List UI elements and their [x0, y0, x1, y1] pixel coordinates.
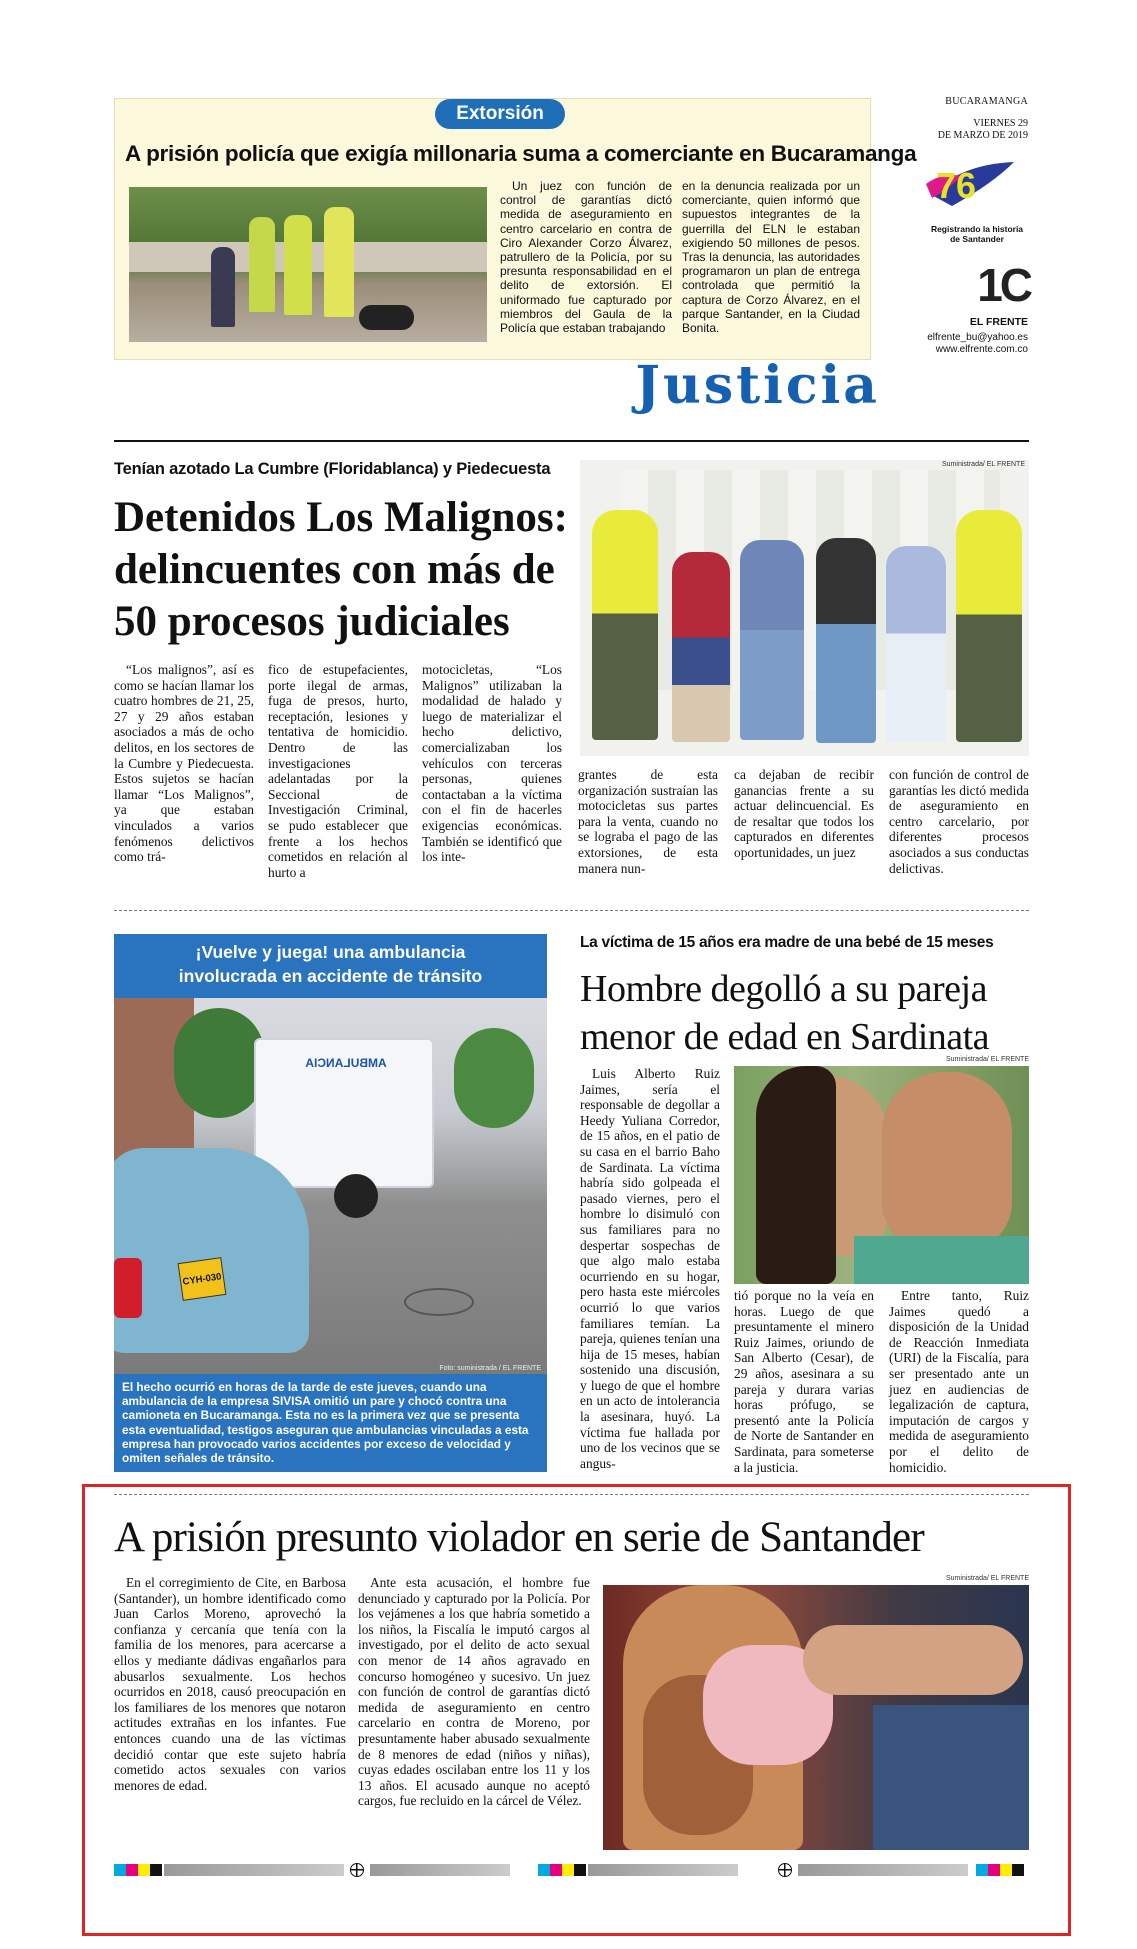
gray-ramp	[588, 1864, 738, 1876]
officer-figure	[324, 207, 354, 317]
story1-headline-line3: 50 procesos judiciales	[114, 598, 510, 645]
section-title: Justicia	[635, 355, 880, 416]
paper-name: EL FRENTE	[969, 316, 1028, 328]
swatch-cyan	[538, 1864, 550, 1876]
ambulance-label: AMBULANCIA	[305, 1056, 387, 1070]
story3-col2: tió porque no la veía en horas. Luego de que presuntamente el minero Ruiz Jaimes, oriundo de San Alberto (Cesar), de 29 años, asesinara a su pareja y durara varias horas prófugo, se presentó ante la Policía de Norte de Santander en Sardinata, para someterse a la justicia.	[734, 1288, 874, 1475]
registration-mark	[778, 1863, 792, 1877]
officer-figure	[249, 217, 275, 312]
story2-headline-line2: involucrada en accidente de tránsito	[178, 966, 483, 986]
registration-mark	[350, 1863, 364, 1877]
detainee-figure	[672, 552, 730, 742]
ambulance-shape	[254, 1038, 434, 1188]
story3-photo	[734, 1066, 1029, 1284]
anniv-tagline1: Registrando la historia	[930, 224, 1024, 234]
top-story-box	[114, 98, 917, 360]
divider	[114, 910, 1029, 911]
swatch-black	[150, 1864, 162, 1876]
story3-col3: Entre tanto, Ruiz Jaimes quedó a disposición de la Unidad de Reacción Inmediata (URI) de la Fiscalía, para ser presentado ante un juez en audiencias de legalización de captura, imputación de cargos y medida de aseguramiento por el delito de homicidio.	[889, 1288, 1029, 1475]
adult-jeans	[873, 1705, 1029, 1850]
person-figure	[211, 247, 235, 327]
city-label: BUCARAMANGA	[945, 96, 1028, 107]
story2-caption: El hecho ocurrió en horas de la tarde de este jueves, cuando una ambulancia de la empresa SIVISA omitió un pare y chocó contra una camioneta en Bucaramanga. Esta no es la primera vez que se presenta esta eventualidad, testigos aseguran que ambulancias vinculadas a esta empresa han provocado varios accidentes por exceso de velocidad y omiten señales de tránsito.	[122, 1380, 529, 1466]
swatch-yellow	[138, 1864, 150, 1876]
officer-figure	[592, 510, 658, 740]
officer-figure	[284, 215, 312, 315]
story1-col2: fico de estupefacientes, porte ilegal de armas, fuga de presos, hurto, receptación, lesiones y tentativa de homicidio. Dentro de las investigaciones adelantadas por la Seccional de Investigación Criminal, se pudo establecer que frente a los hechos cometidos en relación al hurto a	[268, 662, 408, 880]
swatch-cyan	[976, 1864, 988, 1876]
tree-shape	[454, 1028, 534, 1128]
tail-light	[114, 1258, 142, 1318]
detainee-figure	[816, 538, 876, 743]
story1-col5: ca dejaban de recibir ganancias frente a su actuar delincuencial. Es de resaltar que todos los capturados en diferentes oportunidades, un juez	[734, 767, 874, 860]
swatch-yellow	[562, 1864, 574, 1876]
story1-headline-line2: delincuentes con más de	[114, 546, 555, 593]
top-story-col1: Un juez con función de control de garantías dictó medida de aseguramiento en centro carcelario en contra de Ciro Alexander Corzo Álvarez, patrullero de la Policía, por su presunta responsabilidad en el delito de extorsión. El uniformado fue capturado por miembros del Gaula de la Policía que estaban trabajando	[500, 179, 672, 336]
masthead	[900, 96, 1030, 366]
el-frente-logo: 1C	[977, 259, 1030, 311]
story2-headline-line1: ¡Vuelve y juega! una ambulancia	[195, 942, 466, 962]
detainee-figure	[740, 540, 804, 740]
top-story-headline: A prisión policía que exigía millonaria suma a comerciante en Bucaramanga	[125, 141, 917, 166]
section-rule	[114, 440, 1029, 442]
story4-col2: Ante esta acusación, el hombre fue denunciado y capturado por la Policía. Por los vejámenes a los que habría sometido a los niños, la Fiscalía le imputó cargos al investigado, por el delito de acto sexual con menor de 14 años agravado en concurso homogéneo y sucesivo. Un juez con función de control de garantías dictó medida de aseguramiento en centro carcelario en contra de Moreno, por presuntamente haber abusado sexualmente de 8 menores de edad (niños y niñas), cuyas edades oscilaban entre los 11 y los 13 años. El acusado aunque no aceptó cargos, fue recluido en la cárcel de Vélez.	[358, 1575, 590, 1809]
story3-headline-line2: menor de edad en Sardinata	[580, 1016, 990, 1058]
top-story-photo	[129, 187, 487, 342]
story2-photo	[114, 998, 547, 1374]
gray-ramp	[164, 1864, 344, 1876]
swatch-magenta	[126, 1864, 138, 1876]
tree-shape	[174, 1008, 264, 1118]
woman-hair	[756, 1066, 836, 1284]
swatch-yellow	[1000, 1864, 1012, 1876]
contact-email: elfrente_bu@yahoo.es	[927, 332, 1028, 343]
story3-col1: Luis Alberto Ruiz Jaimes, sería el responsable de degollar a Heedy Yuliana Corredor, de 15 años, en el patio de su casa en el barrio Baho de Sardinata. La víctima habría sido golpeada el pasado viernes, pero el hombre lo disimuló con sus familiares para no despertar sospechas de que algo malo estaba ocurriendo en su hogar, pero hasta este miércoles ocurrió lo que varios familiares temían. La pareja, quienes tenían una hija de 15 meses, habían sostenido una discusión, y luego de que el hombre en un acto de intolerancia la asesinara, huyó. La víctima fue hallada por uno de los vecinos que se angus-	[580, 1066, 720, 1471]
swatch-magenta	[988, 1864, 1000, 1876]
swatch-magenta	[550, 1864, 562, 1876]
story1-photo	[580, 460, 1029, 756]
detainee-figure	[886, 546, 946, 741]
story1-col3: motocicletas, “Los Malignos” utilizaban la modalidad de halado y luego de materializar el hecho delictivo, comercializaban los vehículos con terceras personas, quienes contactaban a la víctima con el fin de hacerles exigencias económicas. También se identificó que los inte-	[422, 662, 562, 865]
car-shape	[114, 1148, 309, 1353]
story1-col4: grantes de esta organización sustraían las motocicletas sus partes para la venta, cuando no se lograba el pago de las extorsiones, de esta manera nun-	[578, 767, 718, 876]
swatch-cyan	[114, 1864, 126, 1876]
story4-photo-credit: Suministrada/ EL FRENTE	[946, 1575, 1029, 1582]
story4-headline: A prisión presunto violador en serie de Santander	[114, 1514, 924, 1561]
anniversary-logo	[922, 154, 1018, 224]
date-line1: VIERNES 29	[973, 118, 1028, 129]
story4-col1: En el corregimiento de Cite, en Barbosa (Santander), un hombre identificado como Juan Carlos Moreno, aprovechó la confianza y cercanía que tenía con la familia de los menores, para acercarse a ellos y mediante dádivas engañarlos para abusarlos sexualmente. Los hechos ocurridos en 2018, causó preocupación en los familiares de los menores que notaron actitudes extrañas en los infantes. Fue entonces cuando una de las víctimas decidió contar que este sujeto habría cometido actos sexuales con varios menores de edad.	[114, 1575, 346, 1793]
story1-kicker: Tenían azotado La Cumbre (Floridablanca) y Piedecuesta	[114, 460, 551, 478]
officer-figure	[956, 510, 1022, 742]
gray-ramp	[798, 1864, 968, 1876]
story1-headline-line1: Detenidos Los Malignos:	[114, 494, 568, 541]
ambulance-wheel	[334, 1174, 378, 1218]
anniv-word: AÑOS	[978, 190, 1005, 200]
motorcycle-shape	[359, 305, 414, 330]
adult-arm	[803, 1625, 1023, 1695]
photo-credit: Foto: suministrada / EL FRENTE	[439, 1365, 541, 1372]
anniv-number: 76	[936, 165, 977, 206]
story3-kicker: La víctima de 15 años era madre de una bebé de 15 meses	[580, 934, 994, 951]
story1-col6: con función de control de garantías les dictó medida de aseguramiento en centro carcelario, por diferentes procesos asociados a sus conductas delictivas.	[889, 767, 1029, 876]
story2-box	[114, 934, 547, 1472]
swatch-black	[574, 1864, 586, 1876]
story1-col1: “Los malignos”, así es como se hacían llamar los cuatro hombres de 21, 25, 27 y 29 años estaban asociados a más de ocho delitos, en los sectores de la Cumbre y Piedecuesta. Estos sujetos se hacían llamar “Los Malignos”, ya que estaban vinculados a varios fenómenos delictivos como trá-	[114, 662, 254, 865]
top-story-col2: en la denuncia realizada por un comerciante, quien informó que supuestos integrantes de la guerrilla del ELN le estaban exigiendo 50 millones de pesos. Tras la denuncia, las autoridades programaron un plan de entrega controlada que permitió la captura de Corzo Álvarez, en el parque Santander, en la Ciudad Bonita.	[682, 179, 860, 336]
story3-photo-credit: Suministrada/ EL FRENTE	[946, 1056, 1029, 1063]
story3-headline-line1: Hombre degolló a su pareja	[580, 968, 987, 1010]
swatch-black	[1012, 1864, 1024, 1876]
anniv-tagline2: de Santander	[950, 234, 1004, 244]
manhole	[404, 1288, 474, 1316]
gray-ramp	[370, 1864, 510, 1876]
section-tag: Extorsión	[435, 99, 565, 129]
license-plate: CYH-030	[178, 1257, 227, 1301]
story4-photo	[603, 1585, 1029, 1850]
contact-web: www.elfrente.com.co	[935, 344, 1028, 355]
date-line2: DE MARZO DE 2019	[937, 130, 1028, 141]
man-shirt	[854, 1236, 1029, 1284]
photo-credit: Suministrada/ EL FRENTE	[942, 461, 1025, 468]
print-color-bar	[114, 1864, 1029, 1876]
man-face	[882, 1072, 1012, 1252]
